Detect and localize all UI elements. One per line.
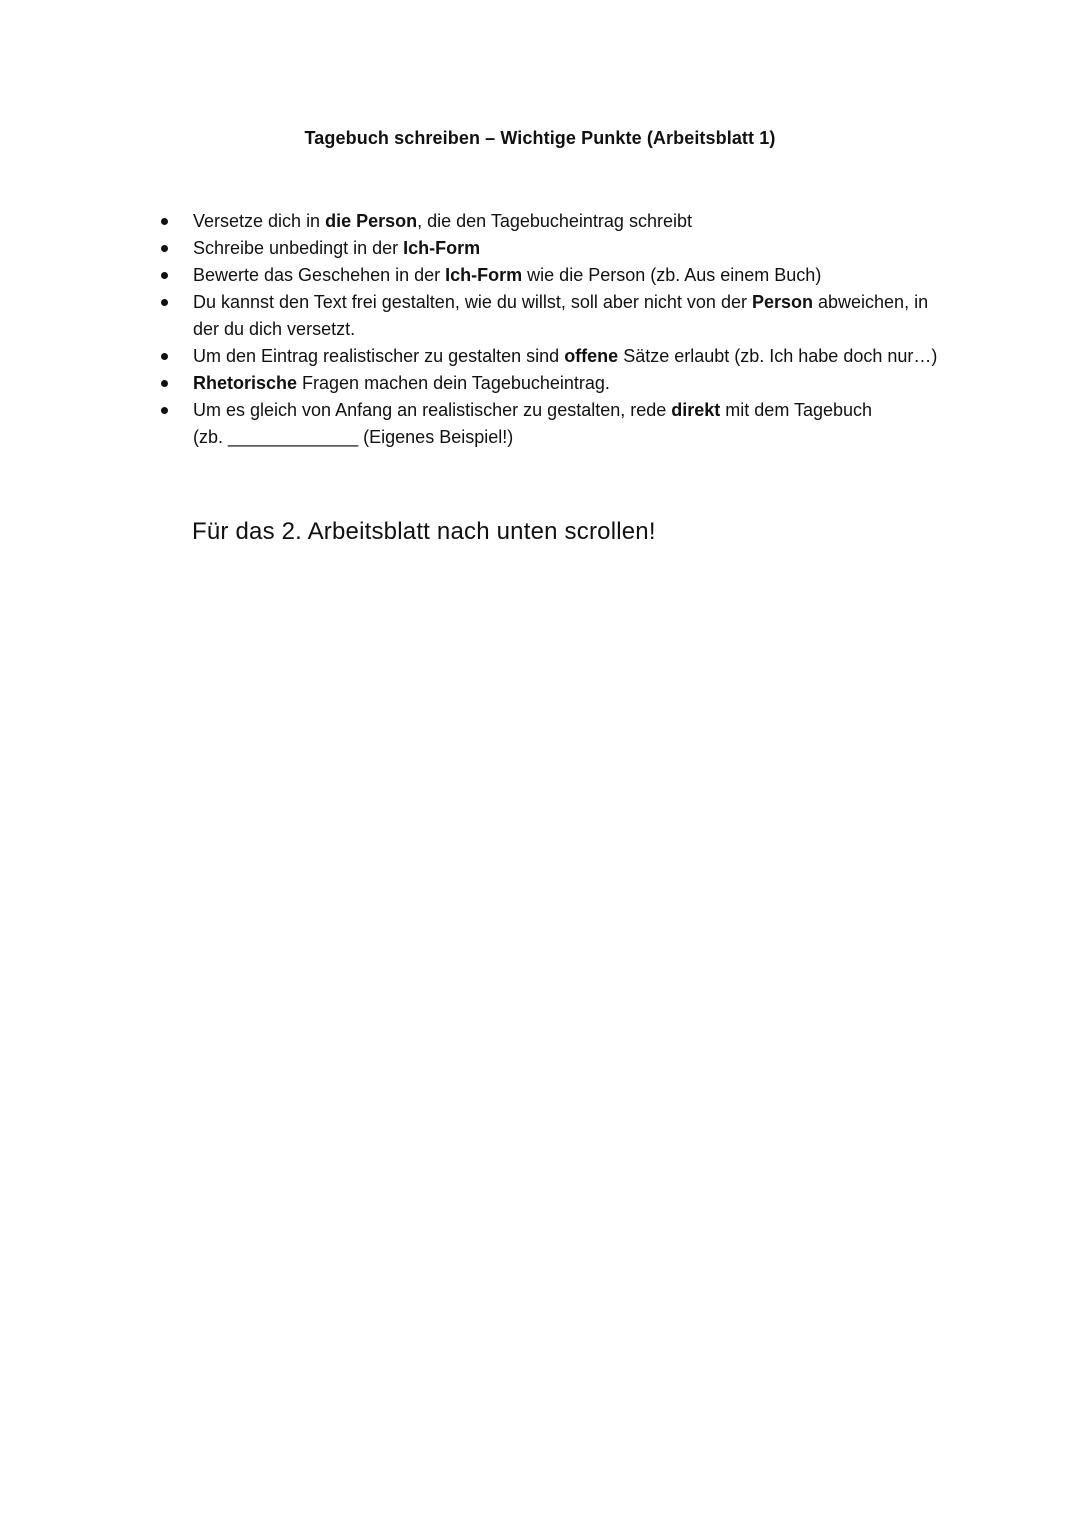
list-item: Um den Eintrag realistischer zu gestalten sind offene Sätze erlaubt (zb. Ich habe doch nur…) [155, 343, 955, 370]
list-item: Bewerte das Geschehen in der Ich-Form wie die Person (zb. Aus einem Buch) [155, 262, 955, 289]
bullet-icon [161, 218, 168, 225]
scroll-note: Für das 2. Arbeitsblatt nach unten scrollen! [192, 518, 656, 545]
example-line: (zb. _____________ (Eigenes Beispiel!) [193, 427, 514, 447]
bullet-icon [161, 245, 168, 252]
list-item: Versetze dich in die Person, die den Tagebucheintrag schreibt [155, 208, 955, 235]
bullet-icon [161, 380, 168, 387]
bullet-icon [161, 272, 168, 279]
list-item: Um es gleich von Anfang an realistischer zu gestalten, rede direkt mit dem Tagebuch (zb. _____________ (Eigenes Beispiel!) [155, 397, 955, 451]
tips-list [155, 208, 955, 451]
bullet-icon [161, 299, 168, 306]
list-item: Rhetorische Fragen machen dein Tagebucheintrag. [155, 370, 955, 397]
bullet-icon [161, 407, 168, 414]
document-title: Tagebuch schreiben – Wichtige Punkte (Arbeitsblatt 1) [304, 128, 776, 148]
list-item: Schreibe unbedingt in der Ich-Form [155, 235, 955, 262]
bullet-icon [161, 353, 168, 360]
list-item: Du kannst den Text frei gestalten, wie du willst, soll aber nicht von der Person abweichen, in der du dich versetzt. [155, 289, 955, 343]
